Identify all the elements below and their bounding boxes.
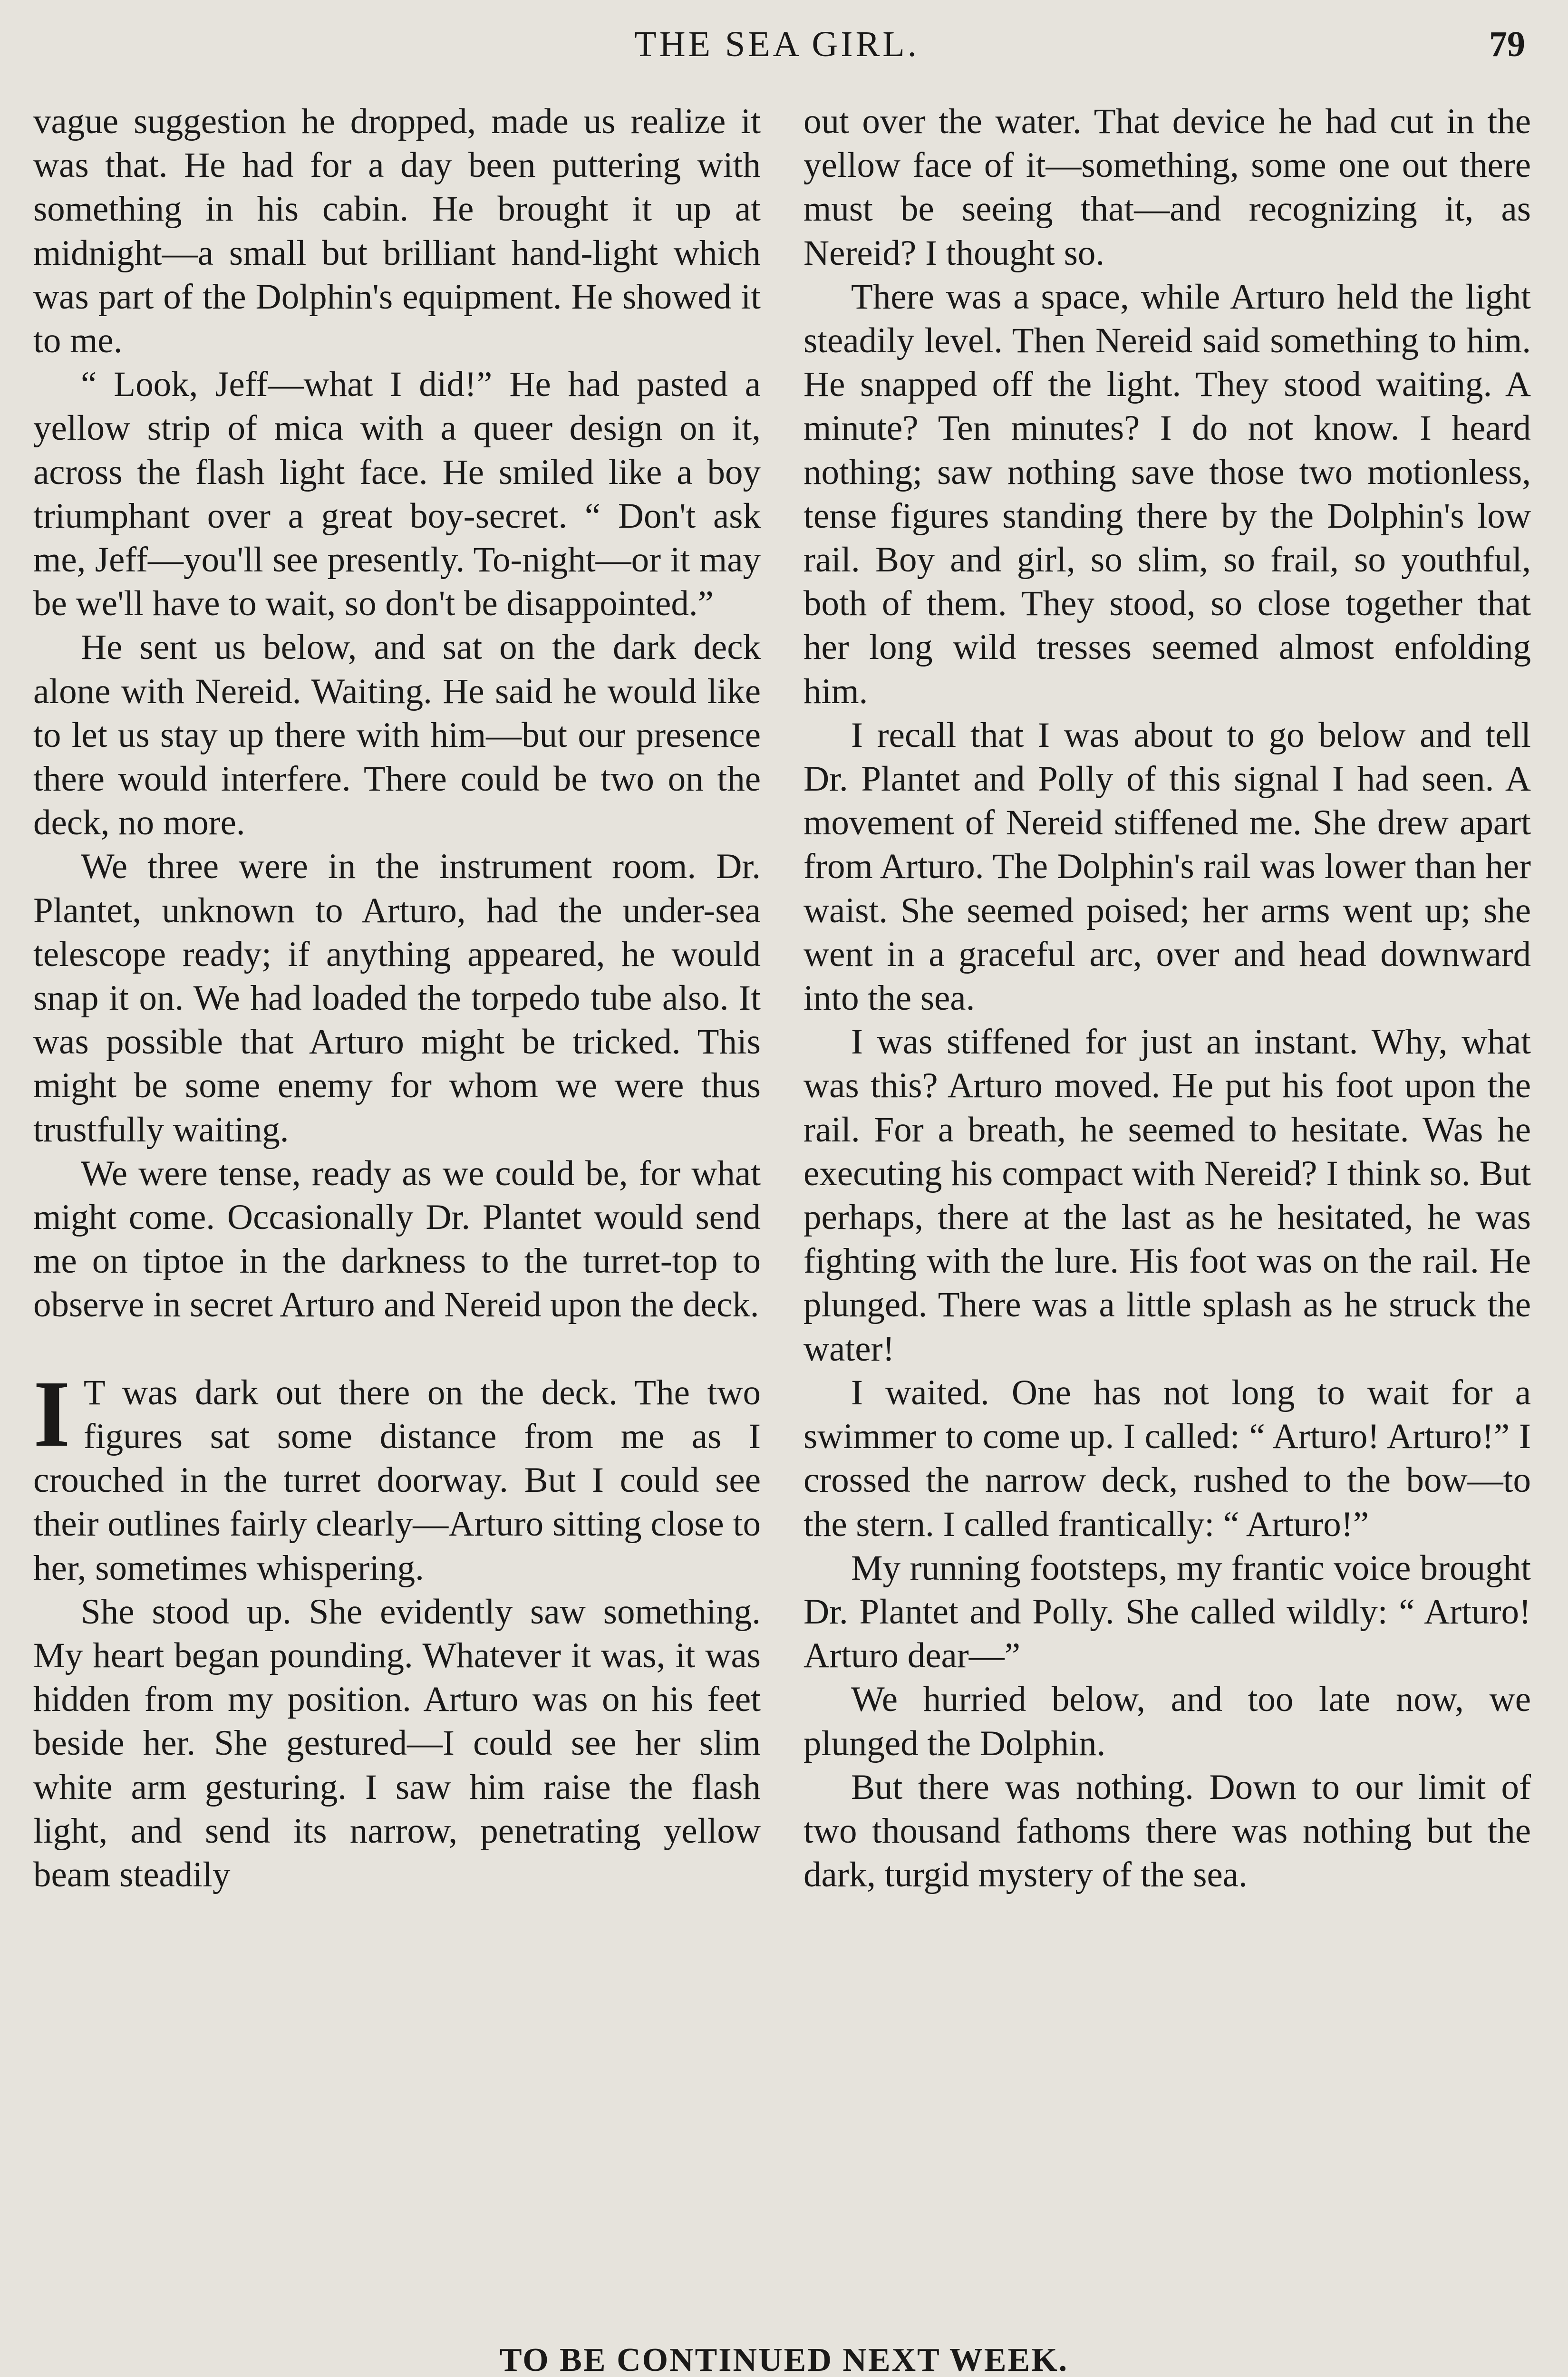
paragraph: We three were in the instrument room. Dr. Plantet, unknown to Arturo, had the under-sea telescope ready; if anything appeared, he would snap it on. We had loaded the torpedo tube also. It was possible that Arturo might be tricked. This might be some enemy for whom we were thus trustfully waiting.	[33, 847, 761, 1150]
page-header	[29, 14, 1525, 71]
paragraph: But there was nothing. Down to our limit of two thousand fathoms there was nothing but the dark, turgid mystery of the sea.	[803, 1767, 1531, 1895]
paragraph: He sent us below, and sat on the dark deck alone with Nereid. Waiting. He said he would like to let us stay up there with him—but our presence there would interfere. There could be two on the deck, no more.	[33, 628, 761, 843]
paragraph: There was a space, while Arturo held the light steadily level. Then Nereid said something to him. He snapped off the light. They stood waiting. A minute? Ten minutes? I do not know. I heard nothing; saw nothing save those two motionless, tense figures standing there by the Dolphin's low rail. Boy and girl, so slim, so frail, so youthful, both of them. They stood, so close together that her long wild tresses seemed almost enfolding him.	[803, 277, 1531, 711]
paragraph: I recall that I was about to go below and tell Dr. Plantet and Polly of this signal I had seen. A movement of Nereid stiffened me. She drew apart from Arturo. The Dolphin's rail was lower than her waist. She seemed poised; her arms went up; she went in a graceful arc, over and head downward into the sea.	[803, 715, 1531, 1018]
paragraph: I waited. One has not long to wait for a swimmer to come up. I called: “ Arturo! Arturo!” I crossed the narrow deck, rushed to the bow—to the stern. I called frantically: “ Arturo!”	[803, 1372, 1531, 1544]
page-number: 79	[1489, 24, 1525, 64]
paragraph-text: T was dark out there on the deck. The two figures sat some distance from me as I crouched in the turret doorway. But I could see their outlines fairly clearly—Arturo sitting close to her, sometimes whispering.	[33, 1372, 761, 1588]
paragraph: out over the water. That device he had cut in the yellow face of it—something, some one out there must be seeing that—and recognizing it, as Nereid? I thought so.	[803, 102, 1531, 273]
running-title: THE SEA GIRL.	[634, 24, 920, 64]
paragraph: We hurried below, and too late now, we plunged the Dolphin.	[803, 1680, 1531, 1763]
paragraph: I was stiffened for just an instant. Why, what was this? Arturo moved. He put his foot upon the rail. For a breath, he seemed to hesitate. Was he executing his compact with Nereid? I think so. But perhaps, there at the last as he hesitated, he was fighting with the lure. His foot was on the rail. He plunged. There was a little splash as he struck the water!	[803, 1022, 1531, 1369]
paragraph: vague suggestion he dropped, made us realize it was that. He had for a day been puttering with something in his cabin. He brought it up at midnight—a small but brilliant hand-light which was part of the Dolphin's equipment. He showed it to me.	[33, 102, 761, 361]
right-column	[803, 100, 1531, 1897]
section-break	[33, 1327, 761, 1371]
paragraph: We were tense, ready as we could be, for what might come. Occasionally Dr. Plantet would send me on tiptoe in the darkness to the turret-top to observe in secret Arturo and Nereid upon the deck.	[33, 1153, 761, 1325]
paragraph: My running footsteps, my frantic voice brought Dr. Plantet and Polly. She called wildly: “ Arturo! Arturo dear—”	[803, 1548, 1531, 1676]
paragraph: “ Look, Jeff—what I did!” He had pasted a yellow strip of mica with a queer design on it, across the flash light face. He smiled like a boy triumphant over a great boy-secret. “ Don't ask me, Jeff—you'll see presently. To-night—or it may be we'll have to wait, so don't be disappointed.”	[33, 365, 761, 624]
paragraph: She stood up. She evidently saw something. My heart began pounding. Whatever it was, it was hidden from my position. Arturo was on his feet beside her. She gestured—I could see her slim white arm gesturing. I saw him raise the flash light, and send its narrow, penetrating yellow beam steadily	[33, 1592, 761, 1894]
dropcap-paragraph	[33, 1361, 761, 1590]
left-column	[33, 100, 761, 1897]
drop-cap-letter: I	[33, 1361, 70, 1467]
to-be-continued-note: TO BE CONTINUED NEXT WEEK.	[499, 2342, 1069, 2377]
